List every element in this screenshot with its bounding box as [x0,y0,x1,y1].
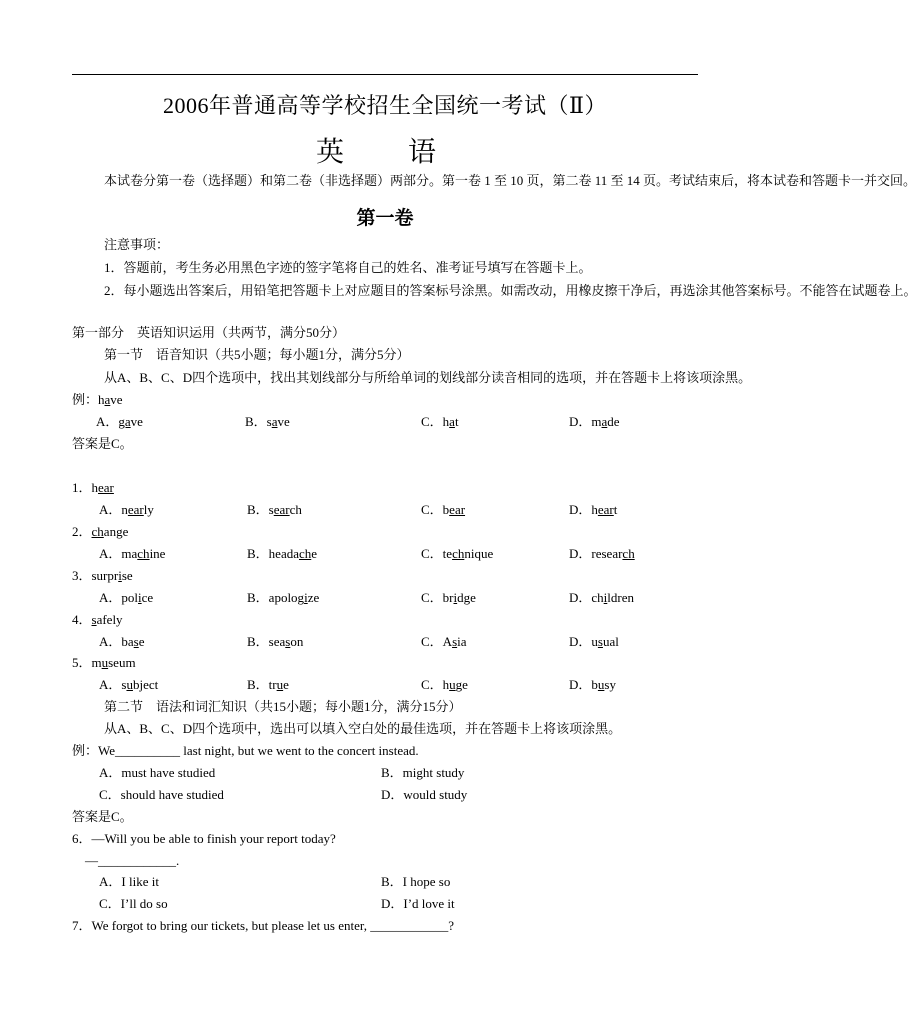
question-2-option-a: A．machine [99,546,166,561]
question-6-option-c: C．I’ll do so [99,896,168,911]
question-3-option-d: D．children [569,590,635,605]
example2-stem: 例：We__________ last night, but we went to the concert instead. [72,743,419,758]
question-1-option-d: D．heart [569,502,618,517]
question-5-option-d: D．busy [569,677,616,692]
question-4-option-a: A．base [99,634,145,649]
question-5-option-b: B．true [247,677,289,692]
question-7-stem: 7．We forgot to bring our tickets, but please let us enter, ____________? [72,918,454,933]
question-3-option-c: C．bridge [421,590,476,605]
example1-option-b: B．save [245,414,290,429]
question-6-option-d: D．I’d love it [381,896,455,911]
notes-heading: 注意事项： [104,237,170,252]
exam-title: 2006年普通高等学校招生全国统一考试（Ⅱ） [163,93,607,118]
note-2: 2．每小题选出答案后，用铅笔把答题卡上对应题目的答案标号涂黑。如需改动，用橡皮擦干净后，再选涂其他答案标号。不能答在试题卷上。 [104,283,917,298]
question-2-option-c: C．technique [421,546,494,561]
question-1-option-a: A．nearly [99,502,154,517]
question-1-option-c: C．bear [421,502,466,517]
example1-option-d: D．made [569,414,620,429]
sec1-heading: 第一节 语音知识（共5小题；每小题1分，满分5分） [104,347,410,362]
note-1: 1．答题前，考生务必用黑色字迹的签字笔将自己的姓名、准考证号填写在答题卡上。 [104,260,592,275]
question-1-option-b: B．search [247,502,302,517]
question-5-option-c: C．huge [421,677,468,692]
question-6-stem: 6．—Will you be able to finish your report today? [72,831,336,846]
sec1-instructions: 从A、B、C、D四个选项中，找出其划线部分与所给单词的划线部分读音相同的选项，并在答题卡上将该项涂黑。 [104,370,752,385]
example1-option-c: C．hat [421,414,459,429]
question-6-option-a: A．I like it [99,874,159,889]
sec2-heading: 第二节 语法和词汇知识（共15小题；每小题1分，满分15分） [104,699,462,714]
section-title: 第一卷 [356,208,414,229]
sec2-instructions: 从A、B、C、D四个选项中，选出可以填入空白处的最佳选项，并在答题卡上将该项涂黑。 [104,721,622,736]
question-2-option-d: D．research [569,546,635,561]
example2-option-d: D．would study [381,787,468,802]
top-rule [72,74,698,75]
example2-answer: 答案是C。 [72,809,133,824]
question-4-option-b: B．season [247,634,304,649]
example2-option-a: A．must have studied [99,765,216,780]
question-5-stem: 5．museum [72,655,136,670]
example1-answer: 答案是C。 [72,436,133,451]
question-4-option-c: C．Asia [421,634,467,649]
example2-option-c: C．should have studied [99,787,224,802]
question-2-option-b: B．headache [247,546,318,561]
intro-paragraph: 本试卷分第一卷（选择题）和第二卷（非选择题）两部分。第一卷 1 至 10 页，第二卷 11 至 14 页。考试结束后，将本试卷和答题卡一并交回。 [104,173,917,188]
part1-heading: 第一部分 英语知识运用（共两节，满分50分） [72,325,346,340]
question-2-stem: 2．change [72,524,129,539]
question-6-reply: —____________. [85,853,180,868]
question-5-option-a: A．subject [99,677,159,692]
question-3-option-a: A．police [99,590,154,605]
example2-option-b: B．might study [381,765,465,780]
question-3-option-b: B．apologize [247,590,320,605]
question-4-stem: 4．safely [72,612,123,627]
exam-subject: 英 语 [315,137,454,168]
question-6-option-b: B．I hope so [381,874,451,889]
question-4-option-d: D．usual [569,634,619,649]
question-3-stem: 3．surprise [72,568,133,583]
example1-option-a: A．gave [96,414,143,429]
question-1-stem: 1．hear [72,480,114,495]
example1-word: 例：have [72,392,123,407]
